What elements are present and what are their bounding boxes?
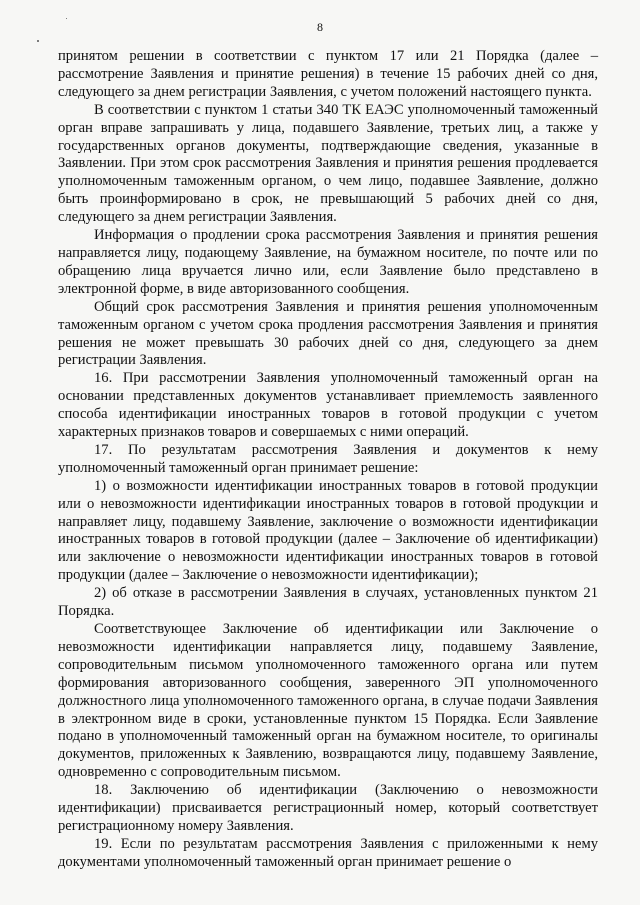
paragraph: В соответствии с пунктом 1 статьи 340 ТК ЕАЭС уполномоченный таможенный орган вправе запрашивать у лица, подавшего Заявление, третьих лиц, а также у государственных органов документы, подтверждающие сведения, указанные в Заявлении. При этом срок рассмотрения Заявления и принятия решения продлевается уполномоченным таможенным органом, о чем лицо, подавшее Заявление, должно быть проинформировано в срок, не превышающий 5 рабочих дней со дня, следующего за днем регистрации Заявления. — [58, 101, 598, 226]
paragraph: 18. Заключению об идентификации (Заключению о невозможности идентификации) присваивается регистрационный номер, который соответствует регистрационному номеру Заявления. — [58, 782, 598, 834]
page-number: 8 — [317, 20, 323, 34]
scan-speck — [66, 18, 67, 19]
paragraph: Соответствующее Заключение об идентификации или Заключение о невозможности идентификации направляется лицу, подавшему Заявление, сопроводительным письмом уполномоченного таможенного органа или путем формирования авторизованного сообщения, заверенного ЭП уполномоченного должностного лица уполномоченного таможенного органа, в случае подачи Заявления в электронном виде в сроки, установленные пунктом 15 Порядка. Если Заявление подано в уполномоченный таможенный орган на бумажном носителе, то оригиналы документов, приложенных к Заявлению, возвращаются лицу, подавшему Заявление, одновременно с сопроводительным письмом. — [58, 621, 598, 781]
document-body — [58, 48, 598, 872]
paragraph: 19. Если по результатам рассмотрения Заявления с приложенными к нему документами уполномоченный таможенный орган принимает решение о — [58, 835, 598, 870]
paragraph: 1) о возможности идентификации иностранных товаров в готовой продукции или о невозможности идентификации иностранных товаров в готовой продукции и направляет лицу, подавшему Заявление, заключение о возможности идентификации иностранных товаров в готовой продукции (далее – Заключение об идентификации) или заключение о невозможности идентификации иностранных товаров в готовой продукции (далее – Заключение о невозможности идентификации); — [58, 477, 598, 584]
paragraph: 2) об отказе в рассмотрении Заявления в случаях, установленных пунктом 21 Порядка. — [58, 585, 598, 620]
paragraph: Общий срок рассмотрения Заявления и принятия решения уполномоченным таможенным органом с учетом срока продления рассмотрения Заявления и принятия решения не может превышать 30 рабочих дней со дня, следующего за днем регистрации Заявления. — [58, 298, 598, 369]
paragraph: принятом решении в соответствии с пунктом 17 или 21 Порядка (далее – рассмотрение Заявления и принятие решения) в течение 15 рабочих дней со дня, следующего за днем регистрации Заявления, с учетом положений настоящего пункта. — [58, 48, 598, 100]
paragraph: 16. При рассмотрении Заявления уполномоченный таможенный орган на основании представленных документов устанавливает приемлемость заявленного способа идентификации иностранных товаров в готовой продукции с учетом характерных признаков товаров и совершаемых с ними операций. — [58, 370, 598, 441]
scan-speck — [37, 40, 39, 42]
paragraph: 17. По результатам рассмотрения Заявления и документов к нему уполномоченный таможенный орган принимает решение: — [58, 441, 598, 476]
paragraph: Информация о продлении срока рассмотрения Заявления и принятия решения направляется лицу, подающему Заявление, на бумажном носителе, по почте или по обращению лица вручается лично или, если Заявление было представлено в электронной форме, в виде авторизованного сообщения. — [58, 227, 598, 297]
